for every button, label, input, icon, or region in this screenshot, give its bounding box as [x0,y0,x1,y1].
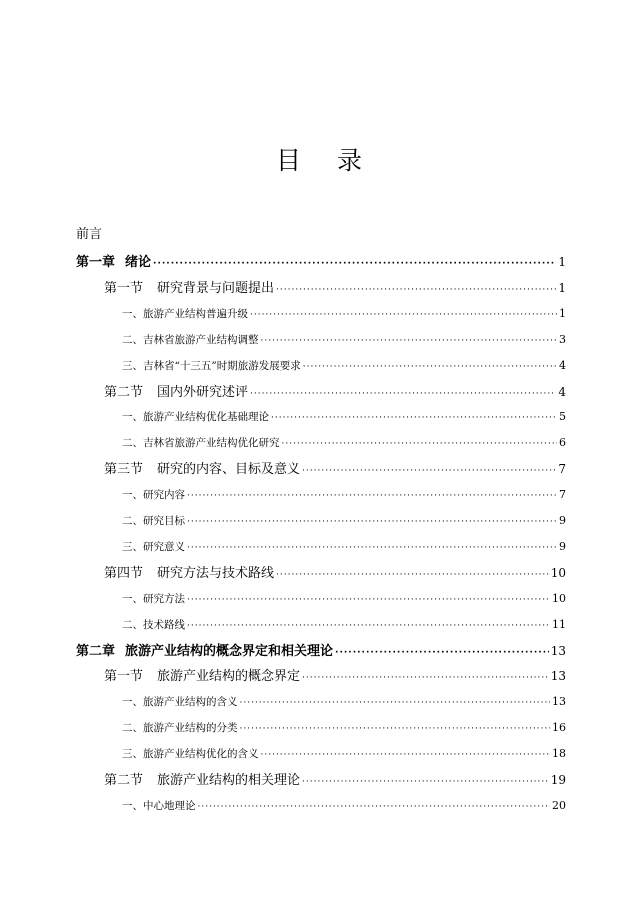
toc-entry-text: 国内外研究述评 [157,385,249,400]
toc-entry-label [76,642,333,662]
toc-entry-label [122,744,259,764]
toc-entry-label [122,511,185,531]
toc-leader-dots [198,797,551,817]
toc-entry-label [104,564,274,584]
toc-entry-label [122,615,185,635]
toc-entry-page: 5 [559,410,566,423]
toc-leader-dots [187,538,557,558]
toc-leader-dots [261,331,558,351]
toc-leader-dots [271,408,557,428]
toc-leader-dots [187,616,550,636]
toc-entry[interactable] [76,641,566,661]
toc-entry-text: 三、旅游产业结构优化的含义 [122,748,259,760]
toc-entry-page: 1 [558,281,566,295]
toc-leader-dots [302,668,549,688]
toc-entry[interactable] [122,304,566,324]
toc-entry-text: 旅游产业结构的概念界定和相关理论 [125,644,334,659]
toc-entry-text: 一、研究方法 [122,593,185,605]
toc-entry-label [122,433,280,453]
toc-entry-page: 10 [552,592,566,605]
toc-entry-label [122,692,238,712]
toc-entry-label [122,304,248,324]
toc-entry-text: 二、旅游产业结构的分类 [122,722,238,734]
toc-entry-text: 一、旅游产业结构优化基础理论 [122,411,269,423]
toc-entry-text: 研究背景与问题提出 [157,281,275,296]
toc-entry-text: 二、研究目标 [122,515,185,527]
toc-entry-number: 第二章 [76,644,116,659]
toc-leader-dots [303,357,557,377]
toc-entry-text: 二、技术路线 [122,619,185,631]
toc-entry-text: 一、旅游产业结构的含义 [122,696,238,708]
toc-entry[interactable] [104,278,566,298]
toc-leader-dots [250,384,556,404]
toc-entry-label [104,279,274,299]
toc-entry-page: 13 [552,695,566,708]
toc-leader-dots [250,305,557,325]
toc-entry[interactable] [122,615,566,635]
toc-entry-label [122,537,185,557]
toc-entry[interactable] [122,485,566,505]
toc-leader-dots [276,565,549,585]
toc-entry-label [76,253,151,273]
toc-entry-text: 一、旅游产业结构普遍升级 [122,308,248,320]
toc-leader-dots [302,461,556,481]
toc-entry-page: 7 [559,488,566,501]
toc-entry-page: 6 [559,436,566,449]
toc-entry[interactable] [122,407,566,427]
toc-entry-page: 13 [550,644,566,658]
toc-entry-label [104,771,300,791]
toc-entry-text: 三、研究意义 [122,541,185,553]
toc-leader-dots [187,512,557,532]
toc-entry[interactable] [104,459,566,479]
toc-entry-page: 16 [552,721,566,734]
toc-entry-page: 19 [550,773,566,787]
toc-entry-label [104,460,300,480]
toc-entry-label [122,356,301,376]
toc-leader-dots [187,590,550,610]
toc-entry[interactable] [122,589,566,609]
toc-leader-dots [282,434,558,454]
toc-entry[interactable] [122,511,566,531]
toc-entry-page: 1 [559,307,566,320]
toc-entry[interactable] [122,330,566,350]
toc-entry-page: 13 [550,669,566,683]
toc-entry[interactable] [122,433,566,453]
toc-entry[interactable] [104,382,566,402]
toc-entry-text: 二、吉林省旅游产业结构优化研究 [122,437,280,449]
toc-entry-label [104,383,248,403]
toc-entry-text: 一、研究内容 [122,489,185,501]
toc-entry-text: 研究方法与技术路线 [157,566,275,581]
toc-entry[interactable] [122,744,566,764]
toc-entry-text: 研究的内容、目标及意义 [157,462,301,477]
toc-entry-label [122,485,185,505]
toc-entry-page: 9 [559,540,566,553]
toc-entry-label [104,667,300,687]
toc-entry-text: 二、吉林省旅游产业结构调整 [122,334,259,346]
toc-entry-text: 旅游产业结构的概念界定 [157,669,301,684]
toc-entry-number: 第一章 [76,255,116,270]
title-char-1: 目 [275,146,301,175]
toc-entry[interactable] [122,718,566,738]
toc-leader-dots [187,486,557,506]
toc-entry-number: 第一节 [104,281,144,296]
toc-entry-page: 18 [552,747,566,760]
toc-entry[interactable] [122,356,566,376]
toc-entry-number: 第三节 [104,462,144,477]
title-char-2: 录 [337,146,363,175]
toc-entry-label [122,589,185,609]
toc-leader-dots [153,254,556,274]
toc-entry-label [122,718,238,738]
toc-entry-number: 第四节 [104,566,144,581]
toc-entry-page: 20 [552,799,566,812]
toc-leader-dots [335,643,549,663]
toc-entry-text: 一、中心地理论 [122,800,196,812]
toc-entry-number: 第二节 [104,385,144,400]
toc-entry-page: 4 [558,385,566,399]
toc-entry-page: 9 [559,514,566,527]
toc-entry[interactable] [104,563,566,583]
toc-entry-label [122,796,196,816]
toc-entry-number: 第二节 [104,773,144,788]
toc-leader-dots [240,719,551,739]
toc-entry-page: 3 [559,333,566,346]
toc-entry-text: 旅游产业结构的相关理论 [157,773,301,788]
toc-entry-page: 7 [558,462,566,476]
toc-entry-text: 绪论 [125,255,152,270]
toc-entry-label [122,330,259,350]
toc-entry-page: 11 [552,618,566,631]
toc-entry[interactable] [76,252,566,272]
toc-entry-text: 三、吉林省“十三五”时期旅游发展要求 [122,360,301,372]
toc-entry-page: 1 [558,255,566,269]
toc-entry[interactable] [104,770,566,790]
toc-entry-number: 第一节 [104,669,144,684]
toc-leader-dots [240,693,551,713]
page-title [0,146,638,176]
toc-entry[interactable] [122,796,566,816]
toc-leader-dots [261,745,551,765]
toc-entry-page: 4 [559,359,566,372]
toc-entry[interactable] [104,666,566,686]
toc-entry-label [122,407,269,427]
toc-preface[interactable]: 前言 [76,227,103,242]
toc-entry-page: 10 [550,566,566,580]
toc-leader-dots [302,772,549,792]
toc-leader-dots [276,280,556,300]
toc-entry[interactable] [122,537,566,557]
toc-entry[interactable] [122,692,566,712]
